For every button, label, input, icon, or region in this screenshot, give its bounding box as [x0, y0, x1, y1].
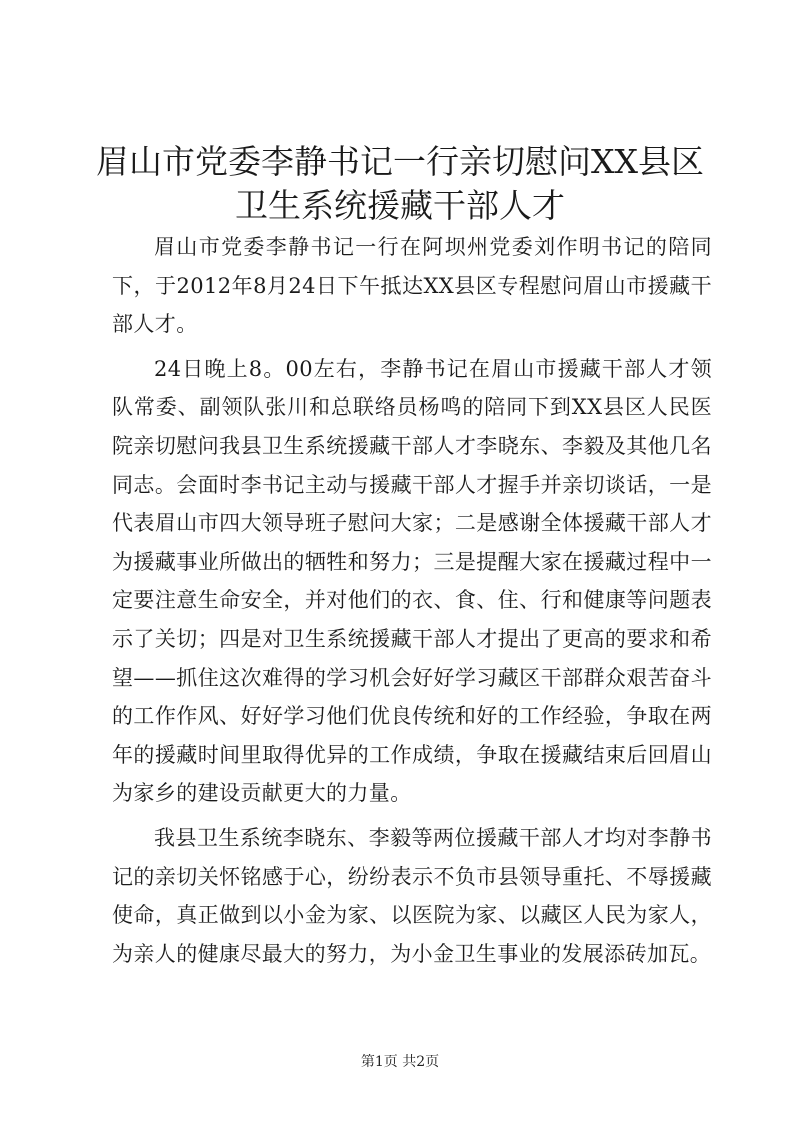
- page-footer: [0, 1053, 800, 1071]
- document-title: 眉山市党委李静书记一行亲切慰问XX县区卫生系统援藏干部人才: [96, 142, 704, 225]
- paragraph-2: 24日晚上8。00左右，李静书记在眉山市援藏干部人才领队常委、副领队张川和总联络员杨鸣的陪同下到XX县区人民医院亲切慰问我县卫生系统援藏干部人才李晓东、李毅及其他几名同志。会面时李书记主动与援藏干部人才握手并亲切谈话，一是代表眉山市四大领导班子慰问大家；二是感谢全体援藏干部人才为援藏事业所做出的牺牲和努力；三是提醒大家在援藏过程中一定要注意生命安全，并对他们的衣、食、住、行和健康等问题表示了关切；四是对卫生系统援藏干部人才提出了更高的要求和希望——抓住这次难得的学习机会好好学习藏区干部群众艰苦奋斗的工作作风、好好学习他们优良传统和好的工作经验，争取在两年的援藏时间里取得优异的工作成绩，争取在援藏结束后回眉山为家乡的建设贡献更大的力量。: [112, 356, 712, 806]
- paragraph-1: 眉山市党委李静书记一行在阿坝州党委刘作明书记的陪同下，于2012年8月24日下午抵达XX县区专程慰问眉山市援藏干部人才。: [112, 235, 712, 337]
- page-indicator: 第1页 共2页: [360, 1054, 440, 1070]
- paragraph-3: 我县卫生系统李晓东、李毅等两位援藏干部人才均对李静书记的亲切关怀铭感于心，纷纷表示不负市县领导重托、不辱援藏使命，真正做到以小金为家、以医院为家、以藏区人民为家人，为亲人的健康尽最大的努力，为小金卫生事业的发展添砖加瓦。: [112, 825, 712, 966]
- document-body: [112, 228, 712, 979]
